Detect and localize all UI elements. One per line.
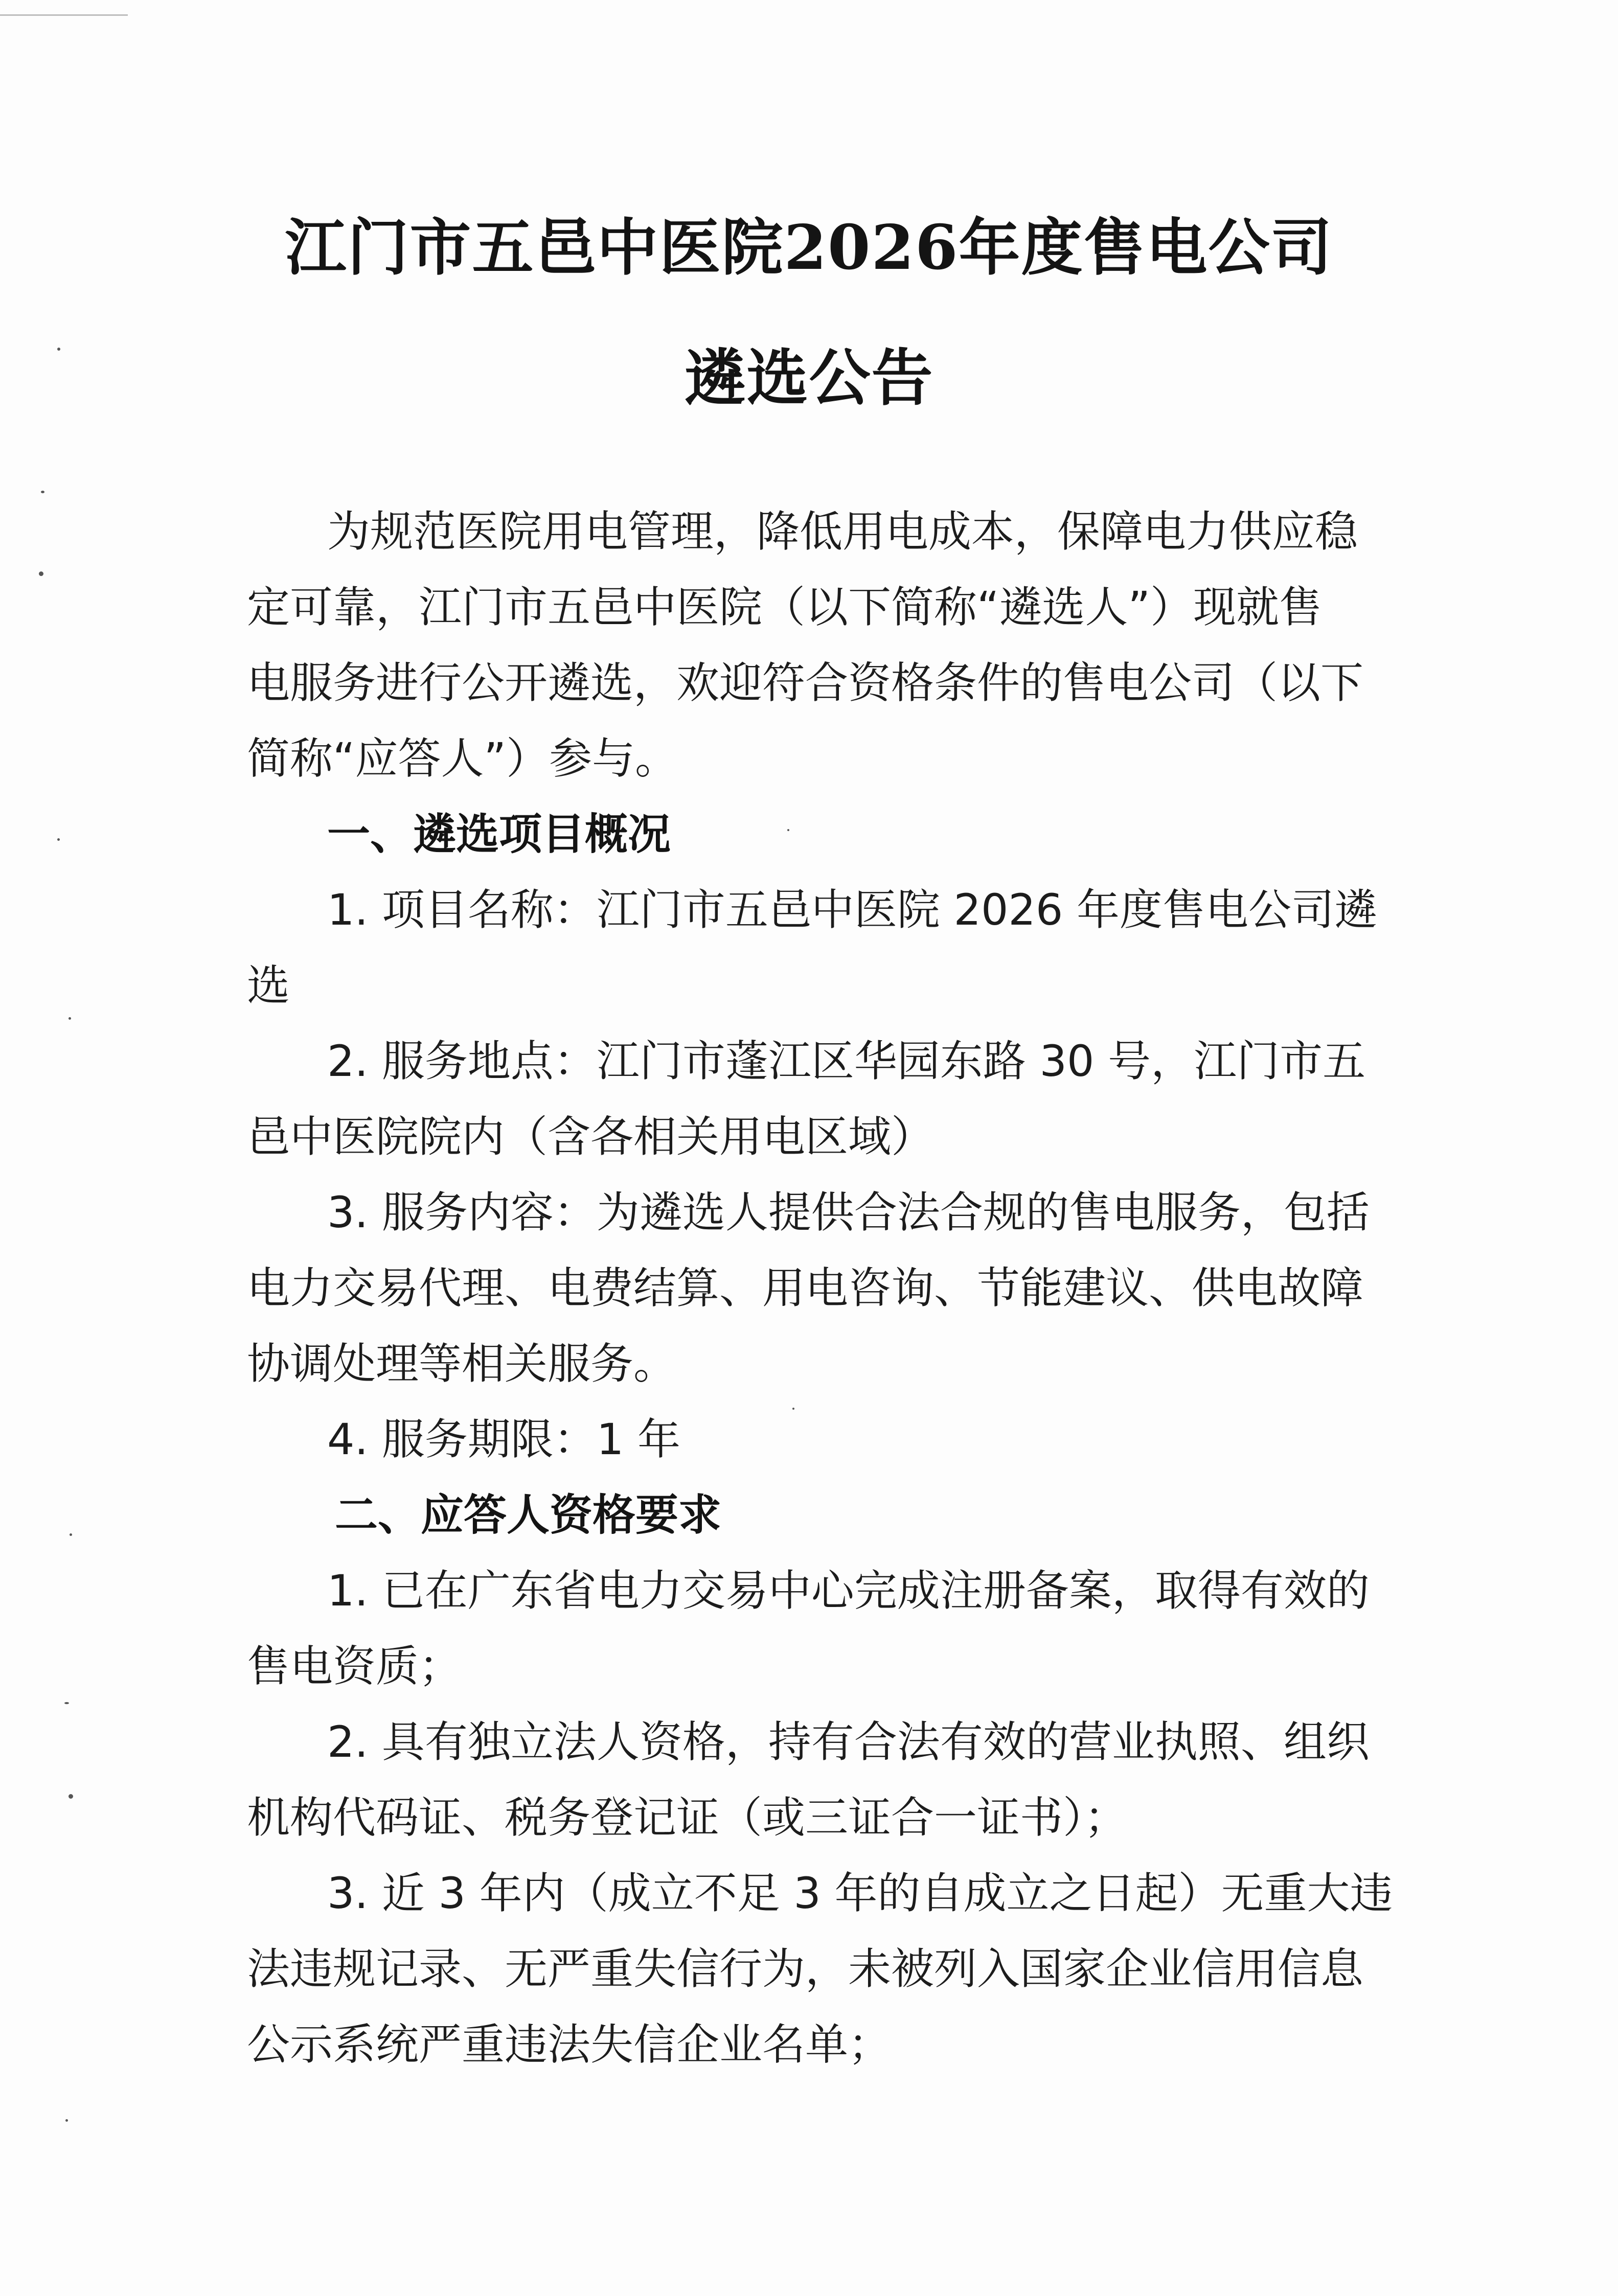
scan-speck <box>787 829 789 831</box>
section-item-line: 机构代码证、税务登记证（或三证合一证书）； <box>247 1793 1128 1843</box>
scan-edge-rule <box>0 14 128 16</box>
section-heading: 二、应答人资格要求 <box>335 1490 722 1540</box>
section-item-line: 电力交易代理、电费结算、用电咨询、节能建议、供电故障 <box>247 1263 1364 1313</box>
scan-speck <box>57 348 60 351</box>
section-item-line: 1. 项目名称：江门市五邑中医院 2026 年度售电公司遴 <box>327 885 1378 935</box>
section-item-line: 法违规记录、无严重失信行为，未被列入国家企业信用信息 <box>247 1944 1364 1994</box>
section-item-line: 2. 具有独立法人资格，持有合法有效的营业执照、组织 <box>327 1717 1370 1767</box>
section-item-line: 3. 近 3 年内（成立不足 3 年的自成立之日起）无重大违 <box>327 1868 1393 1918</box>
section-item-line: 4. 服务期限：1 年 <box>327 1414 680 1464</box>
scan-speck <box>64 1702 69 1704</box>
section-item-line: 2. 服务地点：江门市蓬江区华园东路 30 号，江门市五 <box>327 1036 1366 1086</box>
scan-speck <box>39 571 43 576</box>
scan-speck <box>792 1408 794 1410</box>
scan-speck <box>57 838 60 841</box>
scan-speck <box>41 491 44 493</box>
section-item-line: 选 <box>247 960 290 1011</box>
section-heading: 一、遴选项目概况 <box>327 809 671 859</box>
intro-line: 电服务进行公开遴选，欢迎符合资格条件的售电公司（以下 <box>247 658 1364 708</box>
document-title-line-1: 江门市五邑中医院2026年度售电公司 <box>285 212 1333 284</box>
scan-speck <box>69 1017 71 1020</box>
scan-speck <box>69 1794 73 1799</box>
section-item-line: 3. 服务内容：为遴选人提供合法合规的售电服务，包括 <box>327 1187 1370 1237</box>
intro-line: 为规范医院用电管理，降低用电成本，保障电力供应稳 <box>327 507 1358 557</box>
intro-line: 简称“应答人”）参与。 <box>247 733 678 784</box>
scan-speck <box>65 2119 68 2122</box>
section-item-line: 协调处理等相关服务。 <box>247 1339 677 1389</box>
section-item-line: 邑中医院院内（含各相关用电区域） <box>247 1112 935 1162</box>
intro-line: 定可靠，江门市五邑中医院（以下简称“遴选人”）现就售 <box>247 582 1323 632</box>
section-item-line: 1. 已在广东省电力交易中心完成注册备案，取得有效的 <box>327 1566 1370 1616</box>
section-item-line: 公示系统严重违法失信企业名单； <box>247 2019 892 2070</box>
scan-speck <box>70 1533 72 1536</box>
document-title-line-2: 遴选公告 <box>684 342 934 414</box>
section-item-line: 售电资质； <box>247 1641 462 1691</box>
